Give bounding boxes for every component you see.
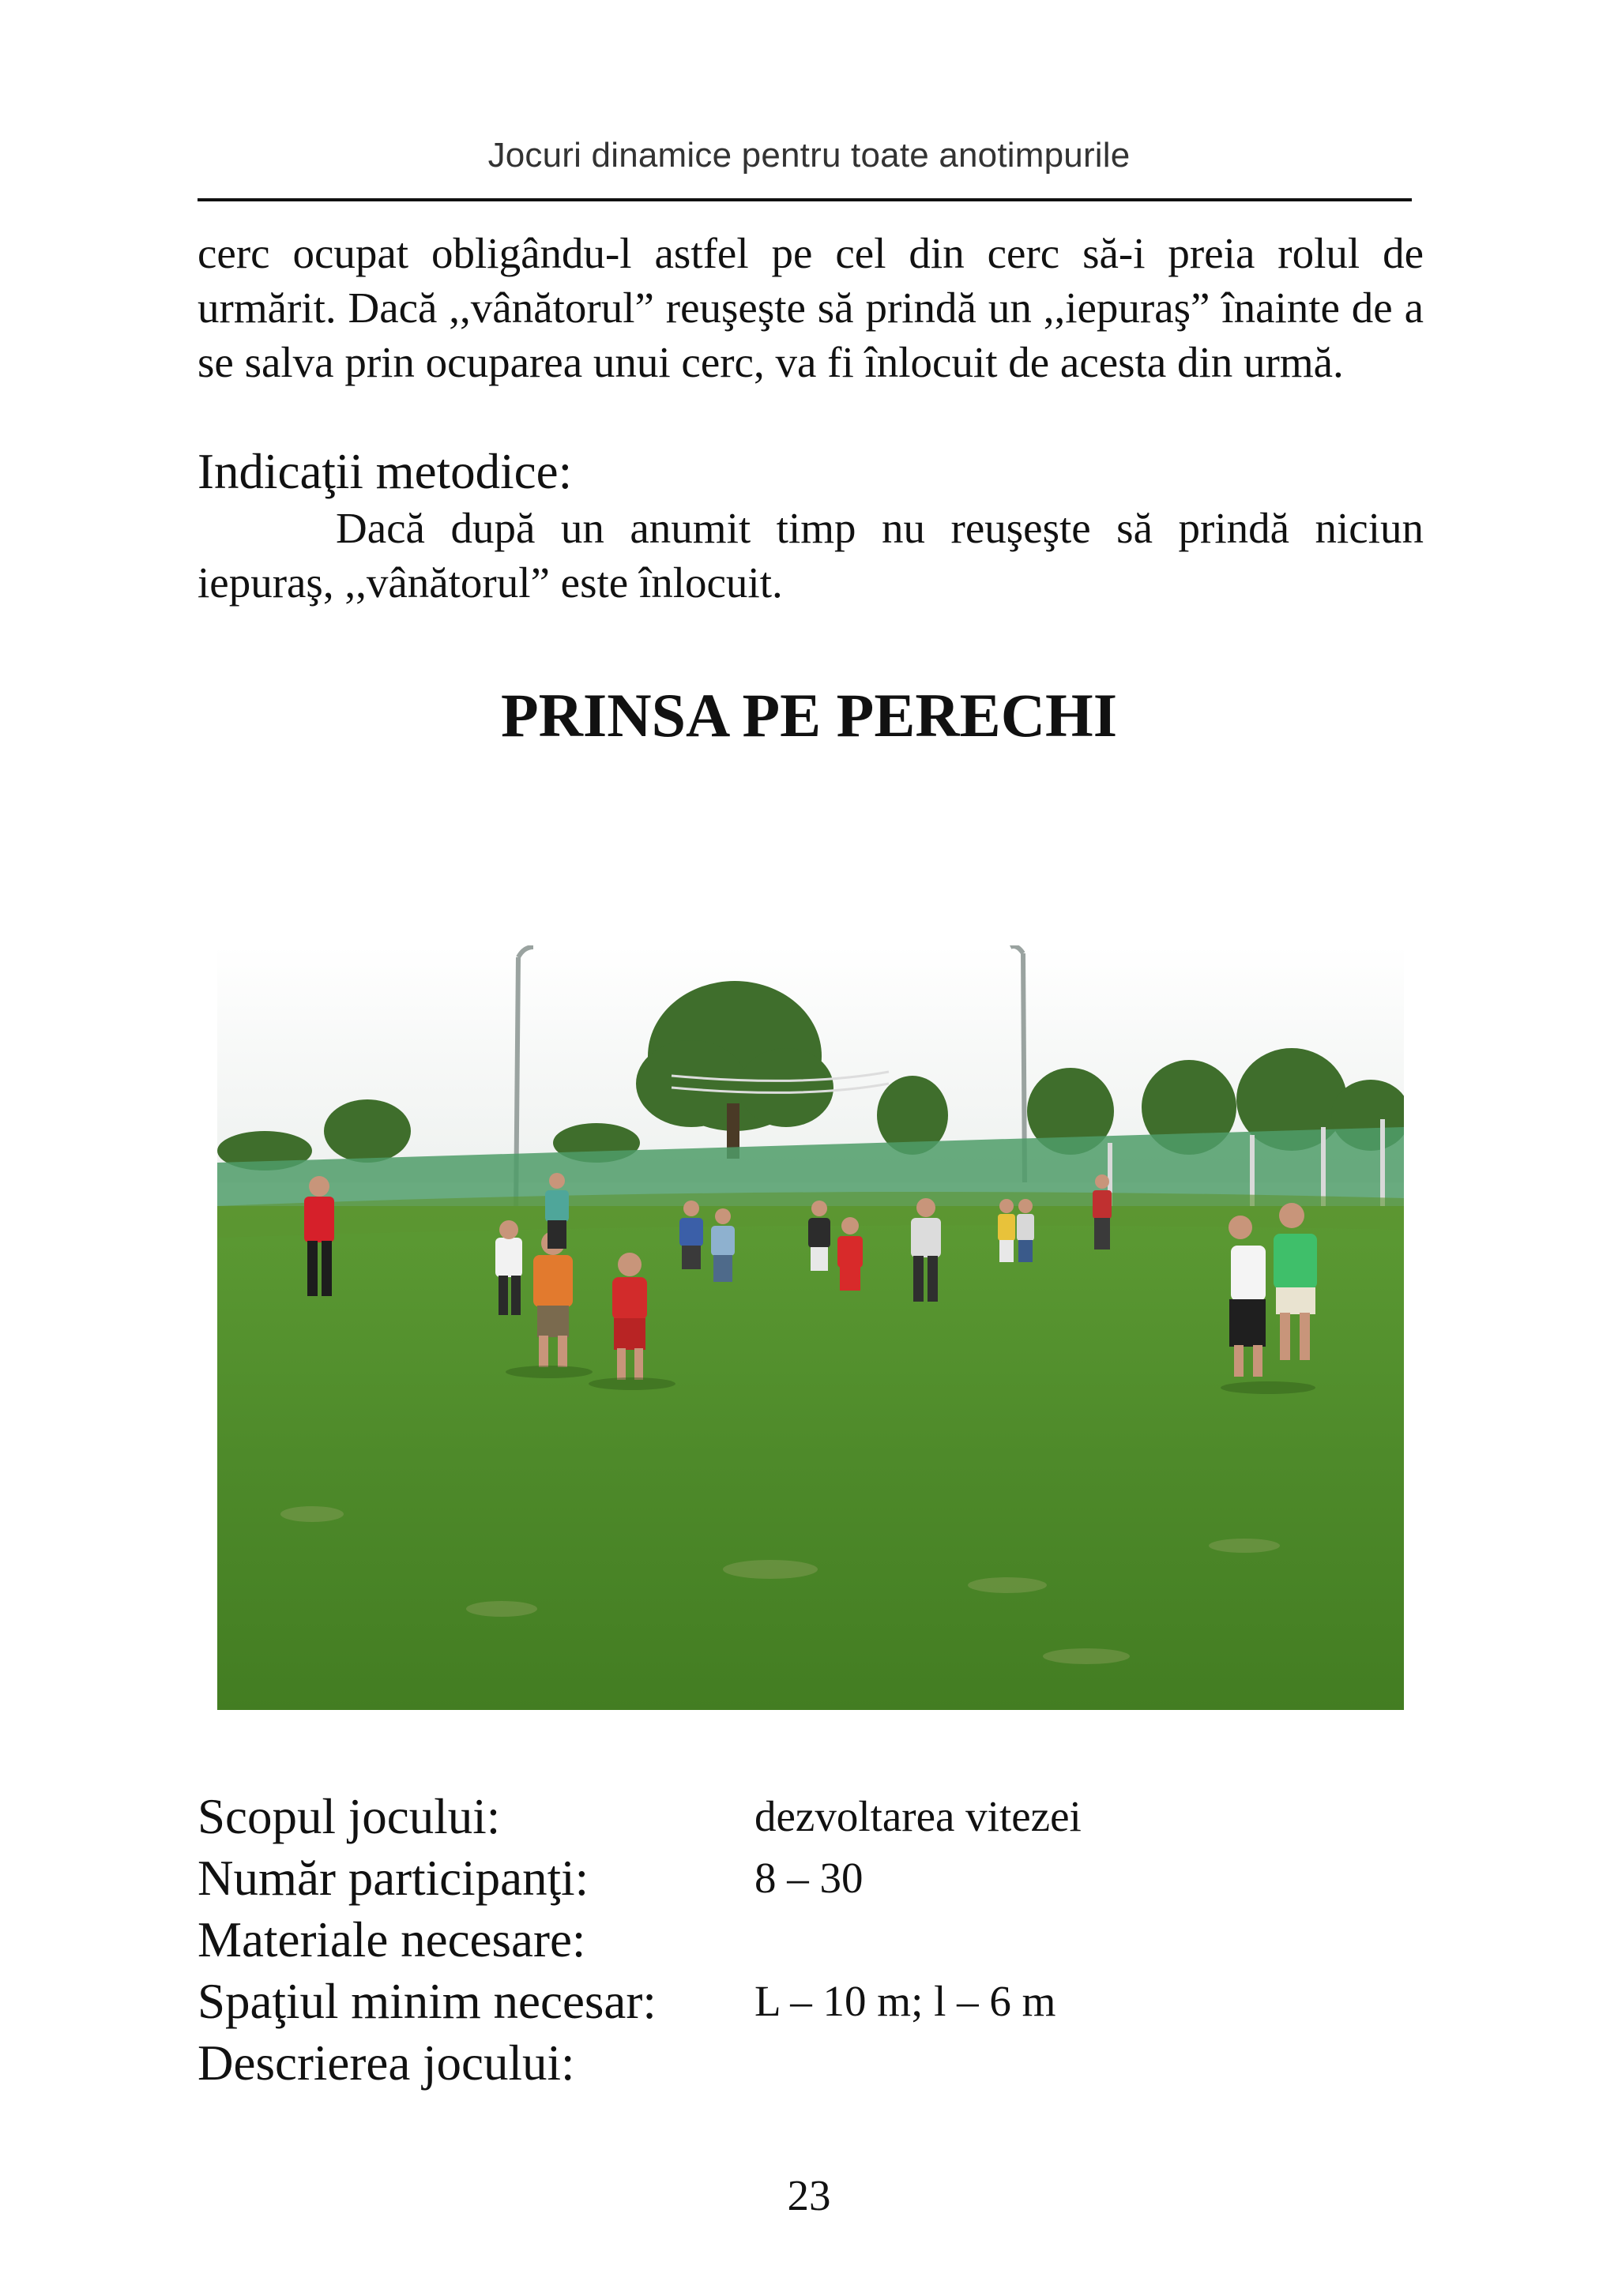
info-label-scop: Scopul jocului: — [198, 1789, 501, 1844]
indicatii-metodice-heading: Indicaţii metodice: — [198, 444, 573, 499]
info-row-spatiu — [198, 1971, 1383, 2032]
indicatii-text: Dacă după un anumit timp nu reuşeşte să prindă niciun iepuraş, ,,vânătorul” este înlocuit. — [198, 504, 1424, 607]
info-label-descriere: Descrierea jocului: — [198, 2035, 575, 2091]
info-row-participanti — [198, 1847, 1383, 1909]
info-label-spatiu: Spaţiul minim necesar: — [198, 1974, 657, 2029]
indicatii-paragraph — [198, 501, 1424, 610]
header-rule — [198, 198, 1412, 201]
info-value-scop: dezvoltarea vitezei — [754, 1792, 1082, 1840]
page-number: 23 — [787, 2171, 831, 2219]
info-row-scop — [198, 1786, 1383, 1847]
info-row-descriere — [198, 2032, 1383, 2094]
continuation-paragraph — [198, 226, 1424, 389]
grass — [217, 1206, 1404, 1710]
game-photo — [217, 945, 1404, 1710]
info-value-participanti: 8 – 30 — [754, 1854, 864, 1902]
info-value-spatiu: L – 10 m; l – 6 m — [754, 1977, 1056, 2025]
info-label-participanti: Număr participanţi: — [198, 1851, 589, 1906]
running-header: Jocuri dinamice pentru toate anotimpurile — [487, 136, 1131, 175]
continuation-text: cerc ocupat obligându-l astfel pe cel din cerc să-i preia rolul de urmărit. Dacă ,,vânătorul” reuşeşte să prindă un ,,iepuraş” înainte de a se salva prin ocuparea unui cerc, va fi înlocuit de acesta din urmă. — [198, 229, 1424, 386]
info-row-materiale — [198, 1909, 1383, 1971]
game-title: PRINSA PE PERECHI — [500, 681, 1118, 750]
info-label-materiale: Materiale necesare: — [198, 1912, 586, 1967]
